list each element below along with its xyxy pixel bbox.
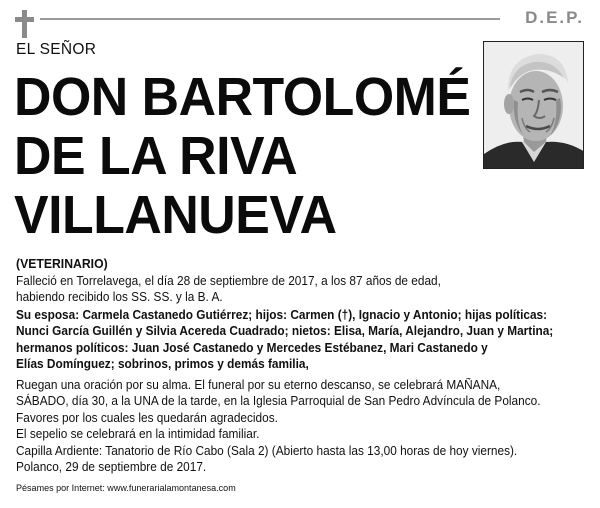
title-prefix: EL SEÑOR — [16, 41, 97, 58]
pesames-link[interactable]: Pésames por Internet: www.funerarialamontanesa.com — [16, 483, 236, 494]
funeral-line: SÁBADO, día 30, a la UNA de la tarde, en la Iglesia Parroquial de San Pedro Advíncula de Polanco. — [16, 394, 541, 409]
funeral-line: Ruegan una oración por su alma. El funeral por su eterno descanso, se celebrará MAÑANA, — [16, 378, 501, 392]
funeral-line: El sepelio se celebrará en la intimidad familiar. — [16, 427, 260, 442]
name-line-3: VILLANUEVA — [14, 185, 337, 245]
family-line: Su esposa: Carmela Castanedo Gutiérrez; hijos: Carmen (†), Ignacio y Antonio; hijas políticas: — [16, 308, 548, 322]
portrait-image — [484, 42, 584, 169]
cross-icon — [14, 10, 36, 38]
family-paragraph — [16, 307, 554, 373]
family-line: Nunci García Guillén y Silvia Acereda Cuadrado; nietos: Elisa, María, Alejandro, Juan y Martina; — [16, 324, 554, 339]
death-line: Falleció en Torrelavega, el día 28 de septiembre de 2017, a los 87 años de edad, — [16, 274, 441, 288]
funeral-paragraph — [16, 377, 554, 475]
family-line: Elías Domínguez; sobrinos, primos y demás familia, — [16, 357, 309, 372]
profession-label: (VETERINARIO) — [16, 256, 108, 271]
dep-label: D.E.P. — [525, 8, 584, 27]
death-line: habiendo recibido los SS. SS. y la B. A. — [16, 290, 223, 305]
family-line: hermanos políticos: Juan José Castanedo y Mercedes Estébanez, Mari Castanedo y — [16, 340, 488, 355]
portrait-photo — [483, 41, 584, 169]
death-paragraph — [16, 273, 554, 306]
funeral-line: Capilla Ardiente: Tanatorio de Río Cabo (Sala 2) (Abierto hasta las 13,00 horas de hoy viernes). — [16, 443, 518, 458]
name-line-2: DE LA RIVA — [14, 126, 298, 186]
funeral-line: Favores por los cuales les quedarán agradecidos. — [16, 410, 278, 425]
funeral-line: Polanco, 29 de septiembre de 2017. — [16, 460, 207, 475]
header-rule — [40, 18, 500, 20]
name-line-1: DON BARTOLOMÉ — [14, 67, 471, 127]
